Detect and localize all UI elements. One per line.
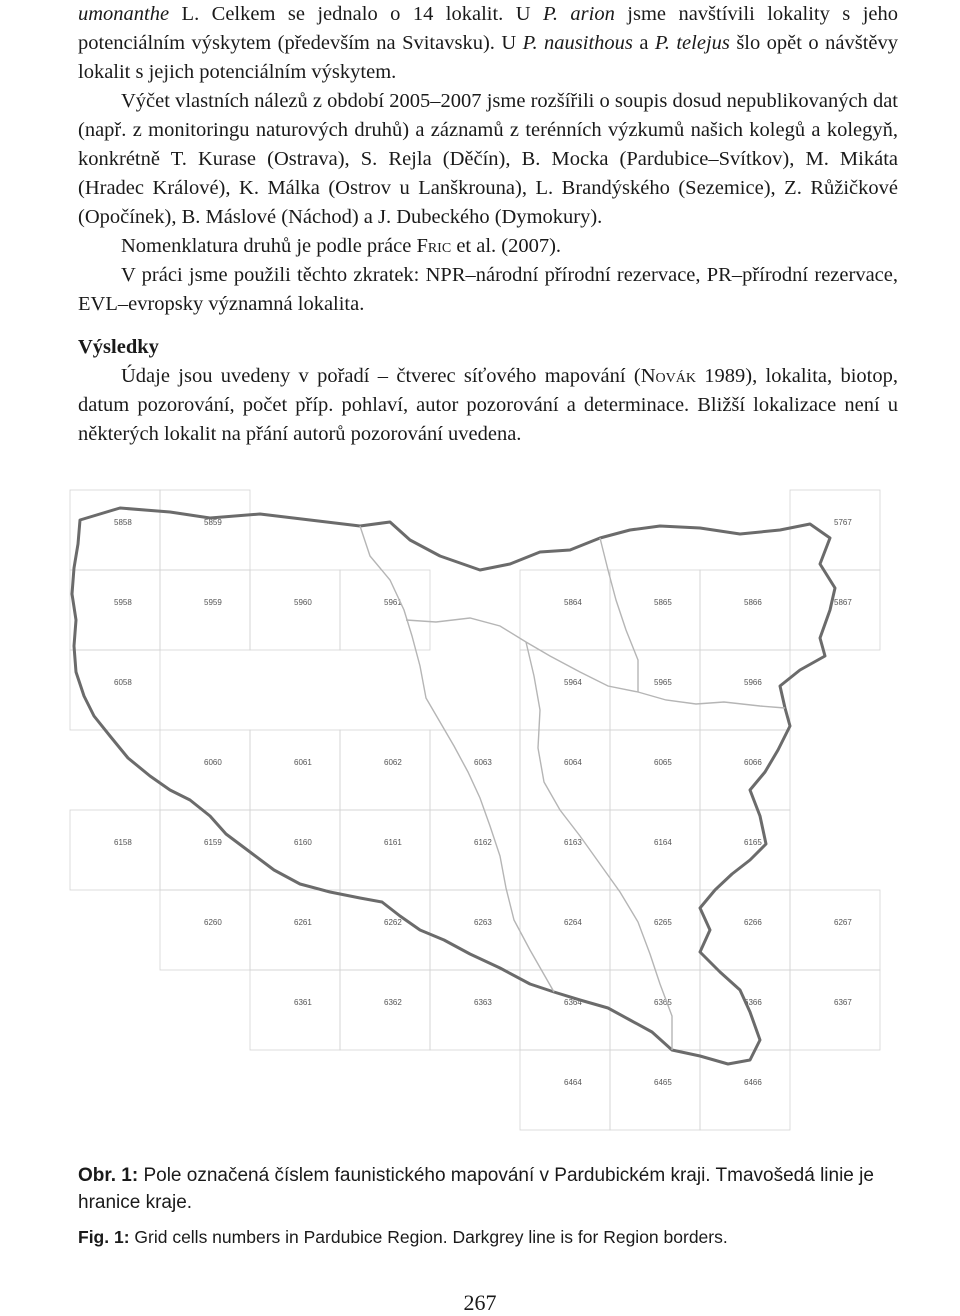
grid-cell-label: 5858 <box>114 518 132 527</box>
section-heading: Výsledky <box>78 336 159 358</box>
grid-cell-label: 6163 <box>564 838 582 847</box>
grid-cell <box>250 970 340 1050</box>
grid-cell <box>700 810 790 890</box>
grid-cell <box>610 730 700 810</box>
grid-cell <box>790 570 880 650</box>
text-run: Údaje jsou uvedeny v pořadí – čtverec síťového mapování ( <box>121 365 641 387</box>
text-run: a <box>632 32 655 54</box>
grid-map-figure <box>60 460 960 1150</box>
grid-cell <box>250 570 340 650</box>
grid-cell-label: 5865 <box>654 598 672 607</box>
grid-cell-label: 6065 <box>654 758 672 767</box>
grid-cell-label: 5964 <box>564 678 582 687</box>
grid-cell <box>70 490 160 570</box>
text-run: 1989), lokalita, biotop, datum pozorování, počet příp. pohlaví, autor pozorování a determinace. Bližší lokalizace není u některých lokalit na přání autorů pozorování uvedena. <box>78 365 898 445</box>
taxon-name: P. nausithous <box>522 32 633 54</box>
grid-cell <box>430 970 520 1050</box>
grid-cell <box>430 890 520 970</box>
grid-cell <box>700 730 790 810</box>
grid-cell <box>610 1050 700 1130</box>
grid-cell-label: 6361 <box>294 998 312 1007</box>
author-name: Fric <box>416 235 452 257</box>
grid-cell <box>700 890 790 970</box>
grid-cell-label: 6263 <box>474 918 492 927</box>
grid-cell <box>430 810 520 890</box>
grid-cell <box>340 890 430 970</box>
grid-cell <box>700 650 790 730</box>
grid-cell <box>250 810 340 890</box>
grid-cell <box>610 890 700 970</box>
taxon-name: P. telejus <box>654 32 730 54</box>
grid-cell <box>520 730 610 810</box>
paragraph-2: Výčet vlastních nálezů z období 2005–2007 jsme rozšířili o soupis dosud nepublikovaných dat (např. z monitoringu naturových druhů) a záznamů z terénních výzkumů našich kolegů a kolegyň, konkrétně T. Kurase (Ostrava), S. Rejla (Děčín), B. Mocka (Pardubice–Svítkov), M. Mikáta (Hradec Králové), K. Málka (Ostrov u Lanškrouna), L. Brandýského (Sezemice), Z. Růžičkové (Opočínek), B. Máslové (Náchod) a J. Dubeckého (Dymokury). <box>78 90 898 228</box>
caption-text: Grid cells numbers in Pardubice Region. Darkgrey line is for Region borders. <box>129 1227 728 1247</box>
grid-cell <box>160 490 250 570</box>
grid-cell <box>610 970 700 1050</box>
grid-cell-label: 6064 <box>564 758 582 767</box>
grid-cell-label: 6165 <box>744 838 762 847</box>
paragraph-5 <box>78 362 898 449</box>
grid-cell <box>520 970 610 1050</box>
grid-cell-label: 6261 <box>294 918 312 927</box>
grid-cell <box>520 890 610 970</box>
grid-cell <box>790 970 880 1050</box>
grid-cell <box>700 570 790 650</box>
grid-cell <box>250 730 340 810</box>
grid-cell-label: 5958 <box>114 598 132 607</box>
text-run: jsme navštívili lokality s jeho potenciálním výskytem (především na Svitavsku). U <box>78 3 898 54</box>
figure-caption-cz <box>78 1162 908 1216</box>
grid-cell-label: 5859 <box>204 518 222 527</box>
grid-cell-label: 6062 <box>384 758 402 767</box>
grid-cell-label: 6464 <box>564 1078 582 1087</box>
grid-cell-label: 6262 <box>384 918 402 927</box>
grid-cell <box>160 570 250 650</box>
text-run: et al. (2007). <box>451 235 562 257</box>
grid-cell-label: 6060 <box>204 758 222 767</box>
grid-cell <box>610 570 700 650</box>
grid-cell-label: 6362 <box>384 998 402 1007</box>
text-run: Nomenklatura druhů je podle práce <box>121 235 417 257</box>
grid-cell-label: 5961 <box>384 598 402 607</box>
district-border <box>600 538 638 692</box>
grid-cell-label: 5864 <box>564 598 582 607</box>
grid-cell <box>790 890 880 970</box>
paragraph-3 <box>78 232 898 261</box>
body-text-top <box>78 0 898 319</box>
grid-cell <box>70 810 160 890</box>
grid-cell-label: 6260 <box>204 918 222 927</box>
grid-cell-label: 6061 <box>294 758 312 767</box>
grid-cell <box>160 810 250 890</box>
grid-cell <box>160 730 250 810</box>
grid-cell-label: 6365 <box>654 998 672 1007</box>
grid-cell <box>700 970 790 1050</box>
grid-cell <box>340 970 430 1050</box>
grid-cell-label: 6265 <box>654 918 672 927</box>
caption-label: Fig. 1: <box>78 1227 130 1247</box>
figure-caption-en <box>78 1224 908 1251</box>
grid-cell-label: 6367 <box>834 998 852 1007</box>
grid-cell <box>790 490 880 570</box>
grid-cell-label: 6161 <box>384 838 402 847</box>
grid-cell-label: 6465 <box>654 1078 672 1087</box>
region-map <box>60 460 960 1150</box>
region-border <box>72 508 835 1064</box>
caption-label: Obr. 1: <box>78 1165 139 1186</box>
grid-cell-label: 6164 <box>654 838 672 847</box>
grid-cell-label: 6366 <box>744 998 762 1007</box>
grid-cell <box>340 570 430 650</box>
grid-cell-label: 6160 <box>294 838 312 847</box>
taxon-name: P. arion <box>542 3 615 25</box>
grid-cell <box>520 570 610 650</box>
grid-cell-label: 6159 <box>204 838 222 847</box>
grid-cell-label: 5960 <box>294 598 312 607</box>
grid-cell <box>520 810 610 890</box>
grid-cell-label: 6267 <box>834 918 852 927</box>
grid-cell <box>610 650 700 730</box>
grid-cell-label: 6066 <box>744 758 762 767</box>
grid-cell-label: 6264 <box>564 918 582 927</box>
district-border <box>406 618 785 708</box>
grid-cell <box>520 650 610 730</box>
grid-cell <box>610 810 700 890</box>
taxon-name: umonanthe <box>78 3 170 25</box>
grid-cell <box>430 730 520 810</box>
caption-text: Pole označená číslem faunistického mapování v Pardubickém kraji. Tmavošedá linie je hranice kraje. <box>78 1165 874 1213</box>
grid-cell <box>250 890 340 970</box>
grid-cell-label: 6058 <box>114 678 132 687</box>
grid-cell-label: 6364 <box>564 998 582 1007</box>
grid-cell <box>520 1050 610 1130</box>
grid-cell-label: 6363 <box>474 998 492 1007</box>
grid-cell <box>70 570 160 650</box>
text-run: L. Celkem se jednalo o 14 lokalit. U <box>169 3 543 25</box>
paragraph-4: V práci jsme použili těchto zkratek: NPR–národní přírodní rezervace, PR–přírodní rezervace, EVL–evropsky významná lokalita. <box>78 264 898 315</box>
grid-cell <box>340 730 430 810</box>
grid-cell-label: 5866 <box>744 598 762 607</box>
grid-cell-label: 6063 <box>474 758 492 767</box>
text-run: šlo opět o návštěvy lokalit s jejich potenciálním výskytem. <box>78 32 898 83</box>
grid-cell-label: 6466 <box>744 1078 762 1087</box>
page-number: 267 <box>463 1290 497 1315</box>
author-name: Novák <box>640 365 696 387</box>
grid-cell <box>340 810 430 890</box>
grid-cell-label: 6162 <box>474 838 492 847</box>
paragraph-1 <box>78 0 898 87</box>
grid-cell-label: 6266 <box>744 918 762 927</box>
grid-cell-label: 5966 <box>744 678 762 687</box>
grid-cell-label: 5867 <box>834 598 852 607</box>
grid-cell-label: 6158 <box>114 838 132 847</box>
results-section <box>78 333 898 449</box>
grid-cell-label: 5965 <box>654 678 672 687</box>
grid-cell <box>160 890 250 970</box>
grid-cell-label: 5767 <box>834 518 852 527</box>
grid-cell-label: 5959 <box>204 598 222 607</box>
